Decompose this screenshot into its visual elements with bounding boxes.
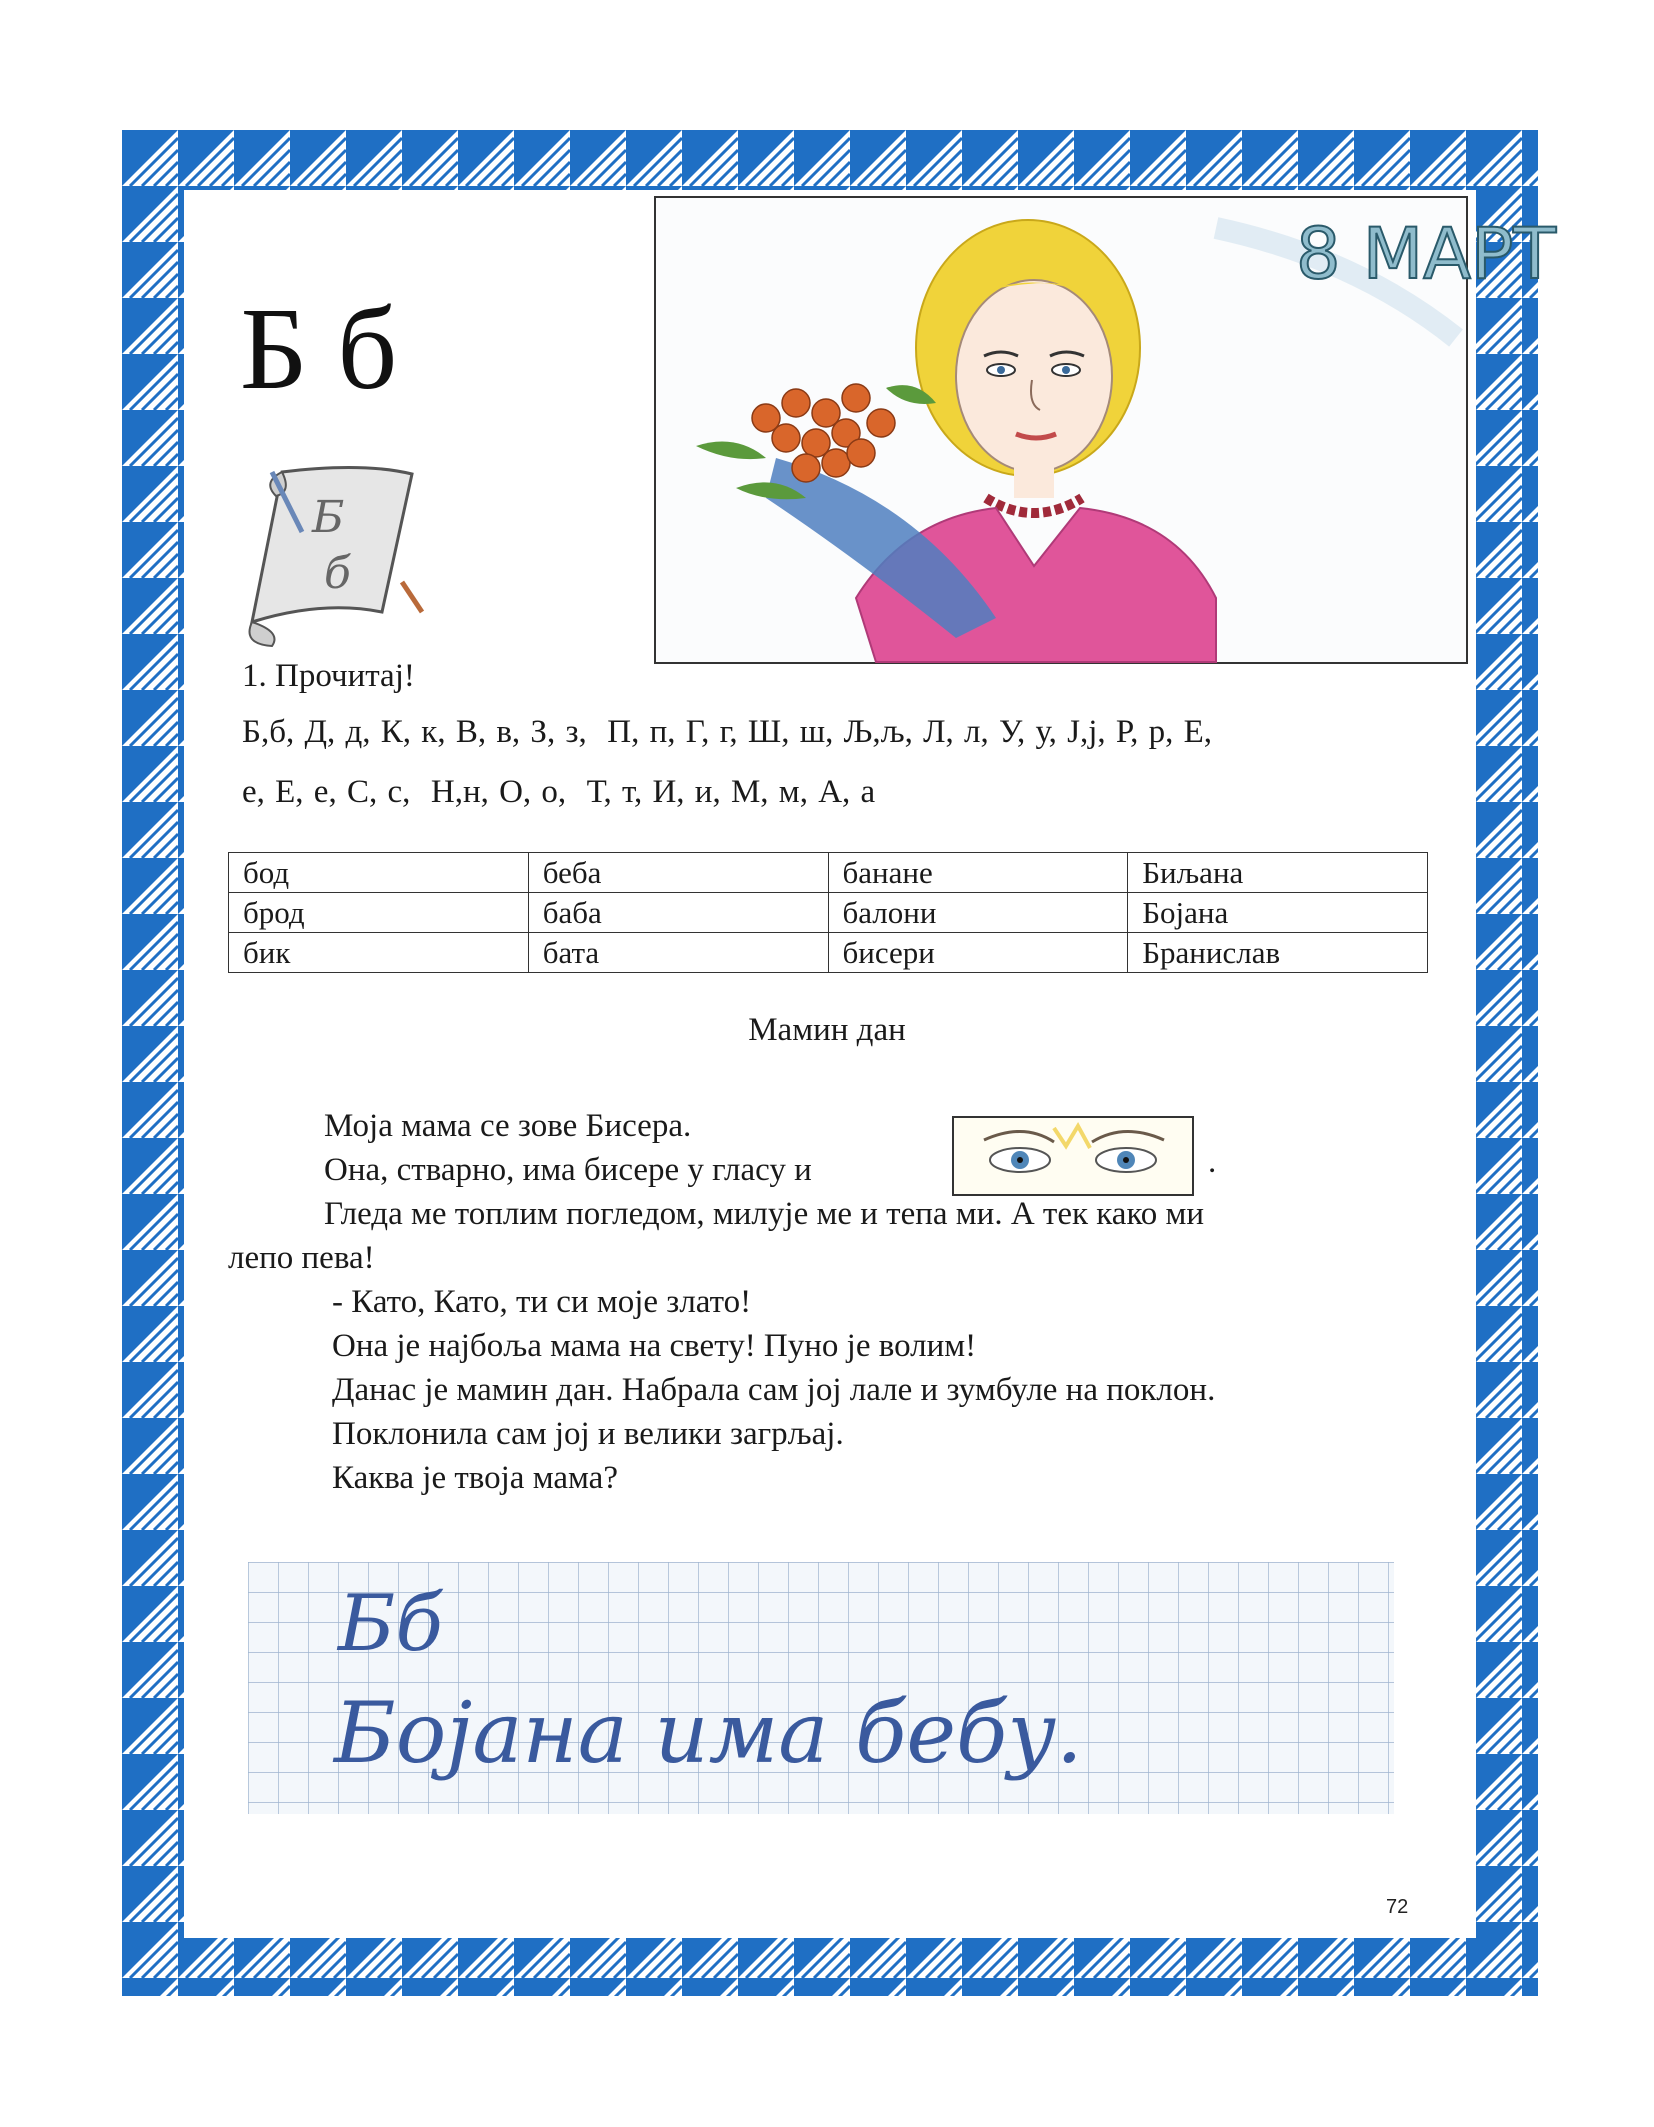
eyes-picture xyxy=(952,1116,1194,1196)
story-line: лепо пева! xyxy=(228,1240,375,1276)
table-row xyxy=(229,853,1428,893)
table-cell: балони xyxy=(828,893,1128,933)
table-row xyxy=(229,933,1428,973)
table-cell: Бојана xyxy=(1128,893,1428,933)
story-line: Поклонила сам јој и велики загрљај. xyxy=(332,1416,844,1452)
sentence-period: . xyxy=(1208,1144,1217,1180)
mother-drawing xyxy=(656,198,1557,662)
scroll-letter-upper: Б xyxy=(312,492,345,543)
story-line: Моја мама се зове Бисера. xyxy=(324,1108,692,1144)
handwriting-line-2: Бојана има бебу. xyxy=(334,1684,1083,1782)
handwriting-line-1: Бб xyxy=(338,1579,443,1669)
story-line: Она, стварно, има бисере у гласу и xyxy=(324,1152,812,1188)
march-8-label: 8 МАРТ xyxy=(1296,213,1557,295)
table-cell: бата xyxy=(528,933,828,973)
table-cell: баба xyxy=(528,893,828,933)
letters-line-2: е, Е, е, С, с, Н,н, О, о, Т, т, И, и, М, м, А, а xyxy=(242,774,876,810)
handwriting-grid xyxy=(248,1562,1394,1814)
scroll-letter-lower: б xyxy=(324,548,351,599)
page-number: 72 xyxy=(1386,1896,1409,1918)
eyes-icon xyxy=(954,1118,1192,1194)
word-table xyxy=(228,852,1428,973)
story-line: Она је најбоља мама на свету! Пуно је волим! xyxy=(332,1328,977,1364)
letters-line-1: Б,б, Д, д, К, к, В, в, З, з, П, п, Г, г, Ш, ш, Љ,љ, Л, л, У, у, Ј,ј, Р, р, Е, xyxy=(242,714,1213,750)
alphabet-practice xyxy=(242,702,1422,822)
story-text xyxy=(228,1104,1428,1500)
womens-day-illustration xyxy=(654,196,1557,664)
exercise-heading: 1. Прочитај! xyxy=(242,658,415,694)
story-line: Гледа ме топлим погледом, милује ме и тепа ми. А тек како ми xyxy=(324,1196,1205,1232)
story-line: - Като, Като, ти си моје злато! xyxy=(332,1284,752,1320)
story-line: Каква је твоја мама? xyxy=(332,1460,618,1496)
table-cell: беба xyxy=(528,853,828,893)
scroll-quill-illustration xyxy=(242,462,437,652)
table-cell: брод xyxy=(229,893,529,933)
table-cell: бик xyxy=(229,933,529,973)
table-cell: Бранислав xyxy=(1128,933,1428,973)
story-title: Мамин дан xyxy=(748,1012,906,1048)
letter-heading: Б б xyxy=(240,283,398,414)
table-row xyxy=(229,893,1428,933)
handwriting-sample xyxy=(248,1562,1394,1814)
table-cell: банане xyxy=(828,853,1128,893)
table-cell: бисери xyxy=(828,933,1128,973)
story-line: Данас је мамин дан. Набрала сам јој лале и зумбуле на поклон. xyxy=(332,1372,1216,1408)
table-cell: бод xyxy=(229,853,529,893)
table-cell: Биљана xyxy=(1128,853,1428,893)
